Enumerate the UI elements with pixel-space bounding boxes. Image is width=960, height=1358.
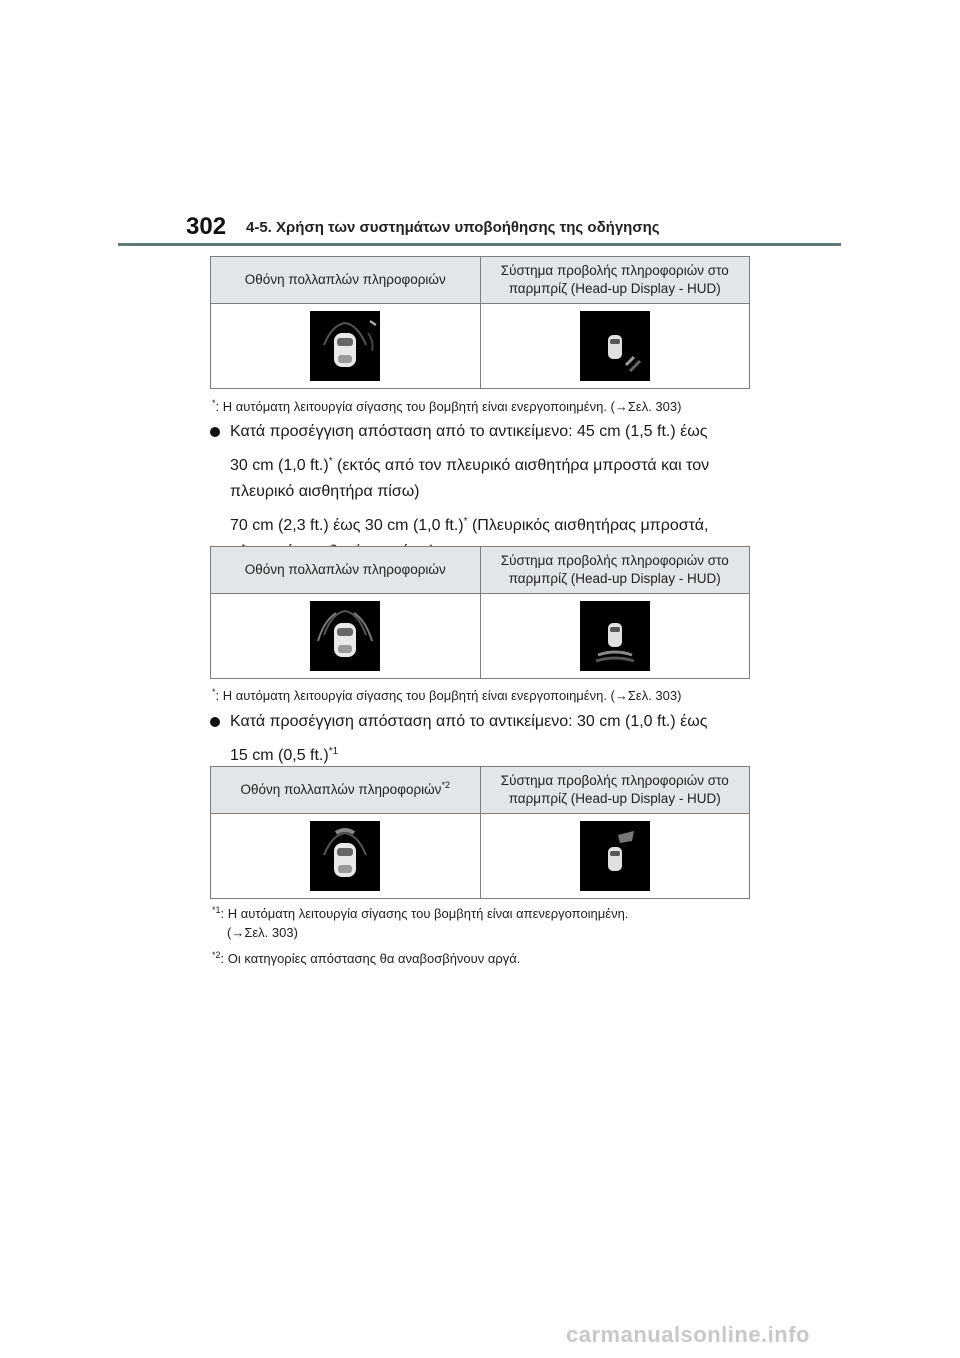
hud-screen-image (580, 821, 650, 891)
table-image-row (211, 594, 750, 679)
multi-info-display-screen-image (310, 821, 380, 891)
display-table-1 (210, 256, 750, 389)
bullet-dot (210, 427, 220, 437)
table-image-row (211, 814, 750, 899)
footnote-3: $^{*1}$: Η αυτόματη λειτουργία σίγασης του βομβητή είναι απενεργοποιημένη. (→Σελ. 303) (212, 905, 629, 940)
bullet-item-1: Κατά προσέγγιση απόσταση από το αντικείμενο: 45 cm (1,5 ft.) έως 30 cm (1,0 ft.)* (εκτός από τον πλευρικό αισθητήρα μπροστά και τον πλευρικό αισθητήρα πίσω) 70 cm (2,3 ft.) έως 30 cm (1,0 ft.)* (Πλευρικός αισθητήρας μπροστά, (206, 419, 766, 565)
hud-screen-image (580, 311, 650, 381)
header-hud: Σύστημα προβολής πληροφοριών στο παρμπρίζ (Head-up Display - HUD) (480, 547, 750, 594)
header-rule (118, 243, 841, 246)
display-table-2 (210, 546, 750, 679)
footnote-1: *: Η αυτόματη λειτουργία σίγασης του βομβητή είναι ενεργοποιημένη. (→Σελ. 303) (212, 398, 682, 414)
header-hud: Σύστημα προβολής πληροφοριών στο παρμπρίζ (Head-up Display - HUD) (480, 767, 750, 814)
table-header-row (211, 767, 750, 814)
watermark: carmanualsonline.info (566, 1322, 810, 1347)
header-hud: Σύστημα προβολής πληροφοριών στο παρμπρίζ (Head-up Display - HUD) (480, 257, 750, 304)
footnote-4: $^{*2}$: Οι κατηγορίες απόστασης θα αναβοσβήνουν αργά. (212, 950, 521, 966)
bullet-dot (210, 717, 220, 727)
header-multi-info-display: Οθόνη πολλαπλών πληροφοριών (211, 547, 481, 594)
footnote-2: *: Η αυτόματη λειτουργία σίγασης του βομβητή είναι ενεργοποιημένη. (→Σελ. 303) (212, 687, 682, 703)
multi-info-display-screen-image (310, 311, 380, 381)
table-image-row (211, 304, 750, 389)
multi-info-display-screen-image (310, 601, 380, 671)
section-title: 4-5. Χρήση των συστημάτων υποβοήθησης της οδήγησης (246, 219, 660, 236)
bullet-item-2: Κατά προσέγγιση απόσταση από το αντικείμενο: 30 cm (1,0 ft.) έως 15 cm (0,5 ft.)$^{*1}$ (206, 709, 766, 769)
header-multi-info-display: Οθόνη πολλαπλών πληροφοριών (211, 257, 481, 304)
table-header-row (211, 257, 750, 304)
header-multi-info-display: Οθόνη πολλαπλών πληροφοριών$^{*2}$ (211, 767, 481, 814)
display-table-3 (210, 766, 750, 899)
hud-screen-image (580, 601, 650, 671)
table-header-row (211, 547, 750, 594)
page-number: 302 (186, 213, 227, 240)
